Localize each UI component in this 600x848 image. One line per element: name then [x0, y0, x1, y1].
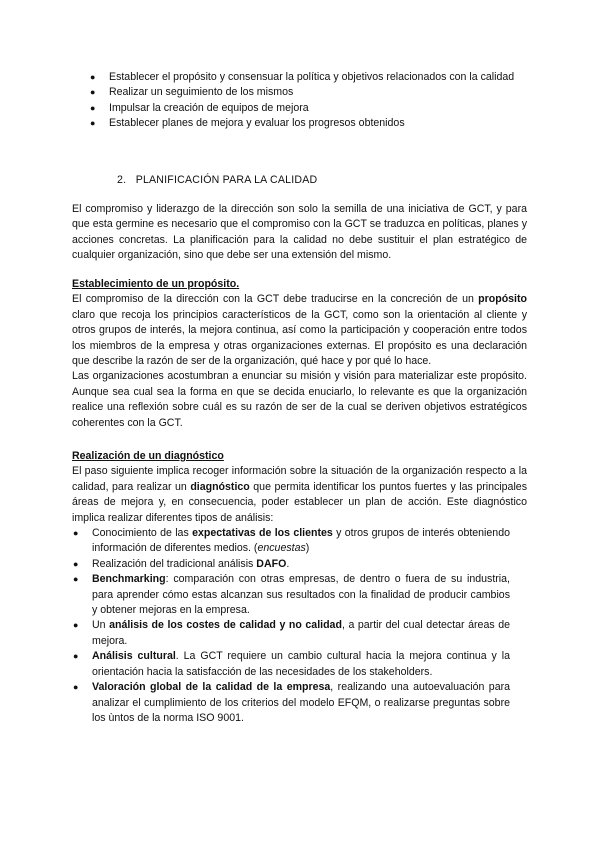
- section-number: 2.: [117, 174, 127, 186]
- list-item: ● Conocimiento de las expectativas de los clientes y otros grupos de interés obteniendo información de diferentes medios. (encuestas): [72, 526, 510, 557]
- list-item: ● Establecer planes de mejora y evaluar los progresos obtenidos: [89, 116, 527, 131]
- list-item: ● Un análisis de los costes de calidad y no calidad, a partir del cual detectar áreas de mejora.: [72, 618, 510, 649]
- diagnostico-title: Realización de un diagnóstico: [72, 450, 224, 462]
- section-title: PLANIFICACIÓN PARA LA CALIDAD: [135, 174, 318, 186]
- proposito-paragraph-1: El compromiso de la dirección con la GCT debe traducirse en la concreción de un propósito claro que recoja los principios característicos de la GCT, como son la orientación al cliente y otros grupos de interés, la mejora continua, así como la participación y cooperación entre todos los miembros de la empresa y otras organizaciones externas. El propósito es una declaración que describe la razón de ser de la organización, qué hace y por qué lo hace.: [72, 293, 527, 368]
- proposito-paragraph-2: Las organizaciones acostumbran a enunciar su misión y visión para materializar este propósito. Aunque sea cual sea la forma en que se decida enuciarlo, lo relevante es que la organización realice una reflexión sobre cuál es su razón de ser de la cual se deriven objetivos estratégicos coherentes con la GCT.: [72, 370, 527, 429]
- section-intro: El compromiso y liderazgo de la dirección son solo la semilla de una iniciativa de GCT, y para que esta germine es necesario que el compromiso con la GCT se traduzca en políticas, planes y acciones concretas. La planificación para la calidad no debe sustituir el plan estratégico de cualquier organización, sino que debe ser una extensión del mismo.: [72, 203, 527, 262]
- list-item: ● Realizar un seguimiento de los mismos: [89, 85, 527, 100]
- list-item: ● Análisis cultural. La GCT requiere un cambio cultural hacia la mejora continua y la orientación hacia la satisfacción de las necesidades de los stakeholders.: [72, 649, 510, 680]
- proposito-section: [72, 277, 527, 431]
- section-heading: [117, 173, 317, 188]
- list-item: ● Valoración global de la calidad de la empresa, realizando una autoevaluación para analizar el cumplimiento de los criterios del modelo EFQM, o realizarse preguntas sobre los ùntos de la norma ISO 9001.: [72, 680, 510, 726]
- list-item: ● Establecer el propósito y consensuar la política y objetivos relacionados con la calidad: [89, 70, 527, 85]
- list-item: ● Realización del tradicional análisis DAFO.: [72, 557, 510, 572]
- analysis-list: [72, 526, 510, 726]
- diagnostico-paragraph: El paso siguiente implica recoger información sobre la situación de la organización respecto a la calidad, para realizar un diagnóstico que permita identificar los puntos fuertes y las principales áreas de mejora y, en consecuencia, poder establecer un plan de acción. Este diagnóstico implica realizar diferentes tipos de análisis:: [72, 465, 527, 524]
- diagnostico-section: [72, 449, 527, 726]
- list-item: ● Benchmarking: comparación con otras empresas, de dentro o fuera de su industria, para aprender cómo estas alcanzan sus resultados con la finalidad de producir cambios y obtener mejoras en la empresa.: [72, 572, 510, 618]
- list-item: ● Impulsar la creación de equipos de mejora: [89, 101, 527, 116]
- proposito-title: Establecimiento de un propósito.: [72, 278, 240, 290]
- top-bullet-list: [89, 70, 527, 132]
